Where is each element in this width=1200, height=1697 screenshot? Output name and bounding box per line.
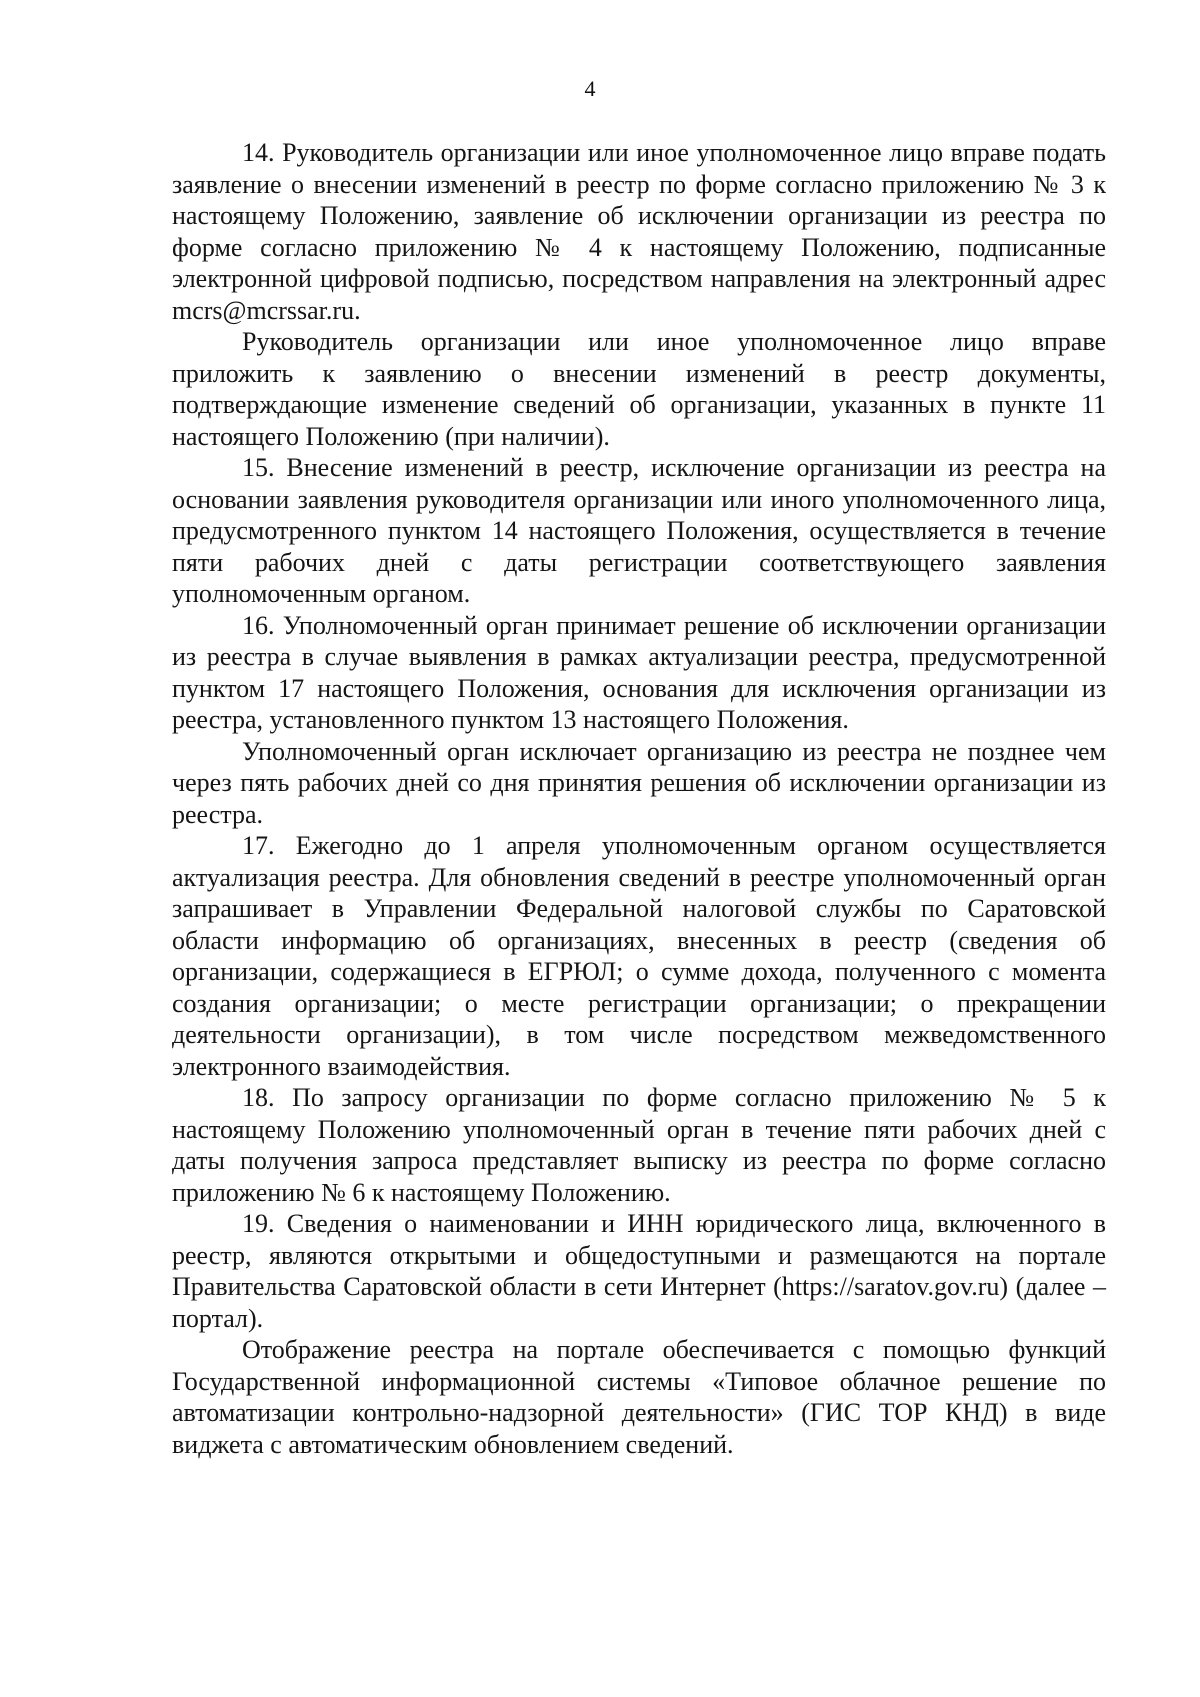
paragraph-18: 18. По запросу организации по форме согласно приложению № 5 к настоящему Положению уполномоченный орган в течение пяти рабочих дней с даты получения запроса представляет выписку из реестра по форме согласно приложению № 6 к настоящему Положению.	[172, 1083, 1106, 1207]
paragraph-16-exclusion-term: Уполномоченный орган исключает организацию из реестра не позднее чем через пять рабочих дней со дня принятия решения об исключении организации из реестра.	[172, 736, 1106, 829]
paragraph-19-portal-display: Отображение реестра на портале обеспечивается с помощью функций Государственной информационной системы «Типовое облачное решение по автоматизации контрольно-надзорной деятельности» (ГИС ТОР КНД) в виде виджета с автоматическим обновлением сведений.	[172, 1335, 1106, 1459]
paragraph-15: 15. Внесение изменений в реестр, исключение организации из реестра на основании заявления руководителя организации или иного уполномоченного лица, предусмотренного пунктом 14 настоящего Положения, осуществляется в течение пяти рабочих дней с даты регистрации соответствующего заявления уполномоченным органом.	[172, 453, 1106, 608]
paragraph-17: 17. Ежегодно до 1 апреля уполномоченным органом осуществляется актуализация реестра. Для обновления сведений в реестре уполномоченный орган запрашивает в Управлении Федеральной налоговой службы по Саратовской области информацию об организациях, внесенных в реестр (сведения об организации, содержащиеся в ЕГРЮЛ; о сумме дохода, полученного с момента создания организации; о месте регистрации организации; о прекращении деятельности организации), в том числе посредством межведомственного электронного взаимодействия.	[172, 831, 1106, 1081]
paragraph-19: 19. Сведения о наименовании и ИНН юридического лица, включенного в реестр, являются открытыми и общедоступными и размещаются на портале Правительства Саратовской области в сети Интернет (https://saratov.gov.ru) (далее – портал).	[172, 1209, 1106, 1333]
paragraph-14: 14. Руководитель организации или иное уполномоченное лицо вправе подать заявление о внесении изменений в реестр по форме согласно приложению № 3 к настоящему Положению, заявление об исключении организации из реестра по форме согласно приложению № 4 к настоящему Положению, подписанные электронной цифровой подписью, посредством направления на электронный адрес mcrs@mcrssar.ru.	[172, 138, 1106, 325]
paragraph-14-attachments: Руководитель организации или иное уполномоченное лицо вправе приложить к заявлению о внесении изменений в реестр документы, подтверждающие изменение сведений об организации, указанных в пункте 11 настоящего Положению (при наличии).	[172, 327, 1106, 451]
document-body	[172, 137, 1106, 1460]
paragraph-16: 16. Уполномоченный орган принимает решение об исключении организации из реестра в случае выявления в рамках актуализации реестра, предусмотренной пунктом 17 настоящего Положения, основания для исключения организации из реестра, установленного пунктом 13 настоящего Положения.	[172, 610, 1106, 734]
page-number: 4	[584, 76, 596, 101]
